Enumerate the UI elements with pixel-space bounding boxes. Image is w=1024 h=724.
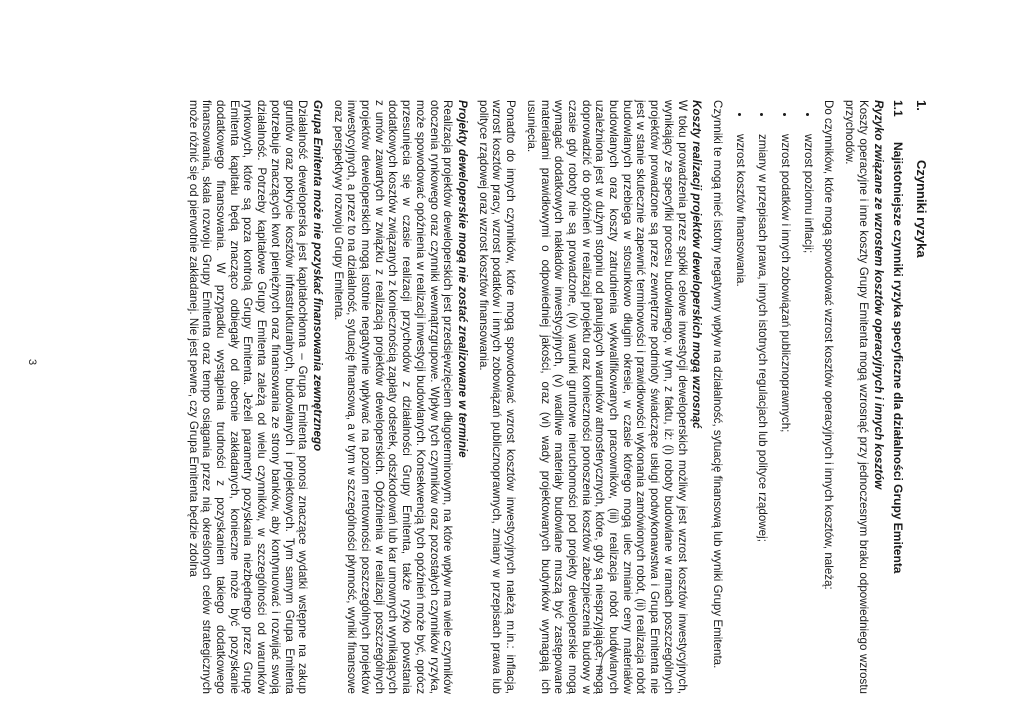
paragraph: Do czynników, które mogą spowodować wzrost kosztów operacyjnych i innych kosztów, należą: — [822, 100, 836, 590]
section-title: Czynniki ryzyka — [914, 160, 929, 258]
subsection-heading — [891, 100, 905, 694]
risk-title-operating-costs: Ryzyko związane ze wzrostem kosztów operacyjnych i innych kosztów — [871, 100, 885, 490]
subsection-title: Najistotniejsze czynniki ryzyka specyficzne dla działalności Grupy Emitenta — [891, 142, 906, 574]
page-number: 3 — [25, 358, 38, 366]
subsection-number: 1.1 — [891, 100, 906, 117]
paragraph: Realizacja projektów deweloperskich jest przedsięwzięciem długoterminowym, na które wpływ ma wiele czynników otoczenia rynkowego oraz czynniki wewnątrzgrupowe. Wpływ tych czynników oraz pozostałych czynników ryzyka, może spowodować opóźnienia w realizacji inwestycji budowlanych. Konsekwencją tych opóźnień może być, oprócz przesunięcia się w czasie realizacji przychodów z działalności Grupy Emitenta, także ryzyko powstania dodatkowych kosztów związanych z koniecznością zapłaty odsetek, odszkodowań lub kar umownych wynikających z umów zawartych w związku z realizacją projektów deweloperskich. Opóźnienia w realizacji poszczególnych projektów deweloperskich mogą istotnie negatywnie wpływać na poziom rentowności poszczególnych projektów inwestycyjnych, a przez to na działalność, sytuację finansową, a w tym w szczególności płynność, wyniki finansowe oraz perspektywy rozwoju Grupy Emitenta. — [331, 100, 455, 694]
list-item: • wzrost kosztów finansowania. — [733, 126, 747, 694]
paragraph: Działalność deweloperska jest kapitałochłonna – Grupa Emitenta ponosi znaczące wydatki wstępne na zakup gruntów oraz pokrycie kosztów infrastrukturalnych, budowlanych i projektowych. Tym samym Grupa Emitenta potrzebuje znaczących kwot pieniężnych oraz finansowania ze strony banków, aby kontynuować i rozwijać swoją działalność. Potrzeby kapitałowe Grupy Emitenta zależą od wielu czynników, w szczególności od warunków rynkowych, które są poza kontrolą Grupy Emitenta. Jeżeli parametry pozyskania niezbędnego przez Grupę Emitenta kapitału będą znacząco odbiegały od obecnie zakładanych, konieczne może być pozyskanie dodatkowego finansowania. W przypadku wystąpienia trudności z pozyskaniem takiego dodatkowego finansowania, skala rozwoju Grupy Emitenta oraz tempo osiągania przez nią określonych celów strategicznych może różnić się od pierwotnie zakładanej. Nie jest pewne, czy Grupa Emitenta będzie zdolna — [186, 100, 310, 694]
section-number: 1. — [914, 100, 929, 111]
bullet-list — [733, 100, 815, 694]
risk-title-financing: Grupa Emitenta może nie pozyskać finansowania zewnętrznego — [310, 100, 324, 452]
paragraph: Czynniki te mogą mieć istotny negatywny wpływ na działalność, sytuację finansową lub wyniki Grupy Emitenta. — [710, 100, 724, 669]
section-heading — [914, 100, 928, 694]
risk-title-project-delays: Projekty deweloperskie mogą nie zostać zrealizowane w terminie — [456, 100, 470, 458]
list-item: • zmiany w przepisach prawa, innych istotnych regulacjach lub polityce rządowej; — [756, 126, 770, 694]
risk-title-project-costs: Koszty realizacji projektów deweloperskich mogą wzrosnąć — [690, 100, 704, 429]
paragraph: Ponadto do innych czynników, które mogą spowodować wzrost kosztów inwestycyjnych należą m.in.: inflacja, wzrost kosztów pracy, wzrost podatków i innych zobowiązań publicznoprawnych, zmiany w przepisach prawa lub polityce rządowej oraz wzrost kosztów finansowania. — [476, 100, 518, 694]
paragraph: Koszty operacyjne i inne koszty Grupy Emitenta mogą wzrosnąć przy jednoczesnym braku odpowiedniego wzrostu przychodów. — [843, 100, 870, 694]
list-item: • wzrost poziomu inflacji; — [801, 126, 815, 694]
paragraph: W toku prowadzenia przez spółki celowe inwestycji deweloperskich możliwy jest wzrost kosztów inwestycyjnych, wynikający ze specyfiki procesu budowlanego, w tym, z faktu, iż: (i) roboty budowlane w ramach poszczególnych projektów prowadzone są przez zewnętrzne podmioty świadczące usługi podwykonawstwa i Grupa Emitenta nie jest w stanie skutecznie zapewnić terminowości i prawidłowości wykonania zamówionych robót, (ii) realizacja robót budowlanych przebiega w stosunkowo długim okresie, w czasie którego mogą ulec zmianie ceny materiałów budowlanych oraz koszty zatrudnienia wykwalifikowanych pracowników, (iii) realizacja robót budowlanych uzależniona jest w dużym stopniu od panujących warunków atmosferycznych, które, gdy są niesprzyjające, mogą doprowadzić do opóźnień w realizacji projektu oraz konieczności ponoszenia kosztów zabezpieczenia budowy w czasie gdy roboty nie są prowadzone, (iv) warunki gruntowe nieruchomości pod projekty deweloperskie mogą wymagać dodatkowych nakładów inwestycyjnych, (v) wadliwe materiały budowlane muszą być zastępowane materiałami prawidłowymi o odpowiedniej jakości, oraz (vi) wady projektowanych budynków wymagają ich usunięcia. — [524, 100, 689, 694]
list-item: • wzrost podatków i innych zobowiązań publicznoprawnych; — [778, 126, 792, 694]
